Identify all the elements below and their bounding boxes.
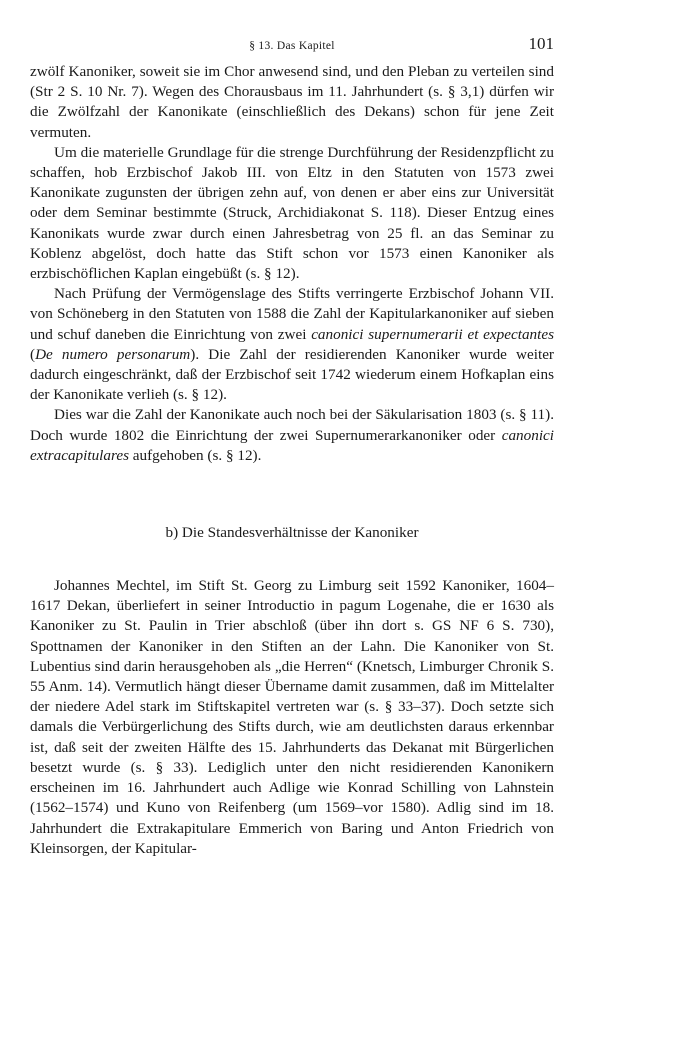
text-run: zwölf Kanoniker, soweit sie im Chor anwesend sind, und den Pleban zu verteilen sind (Str 2 S. 10 Nr. 7). Wegen des Chorausbaus im 11. Jahrhundert (s. § 3,1) dürfen wir die Zwölfzahl der Kanonikate (einschließlich des Dekans) schon für jene Zeit vermuten. [30, 63, 554, 141]
paragraph [30, 576, 554, 859]
section-b-body [30, 576, 554, 859]
text-run: Johannes Mechtel, im Stift St. Georg zu Limburg seit 1592 Kanoniker, 1604–1617 Dekan, überliefert in seiner Introductio in pagum Logenahe, die er 1630 als Kanoniker zu St. Paulin in Trier abschloß (über ihn dort s. GS NF 6 S. 730), Spottnamen der Kanoniker in den Stiften an der Lahn. Die Kanoniker von St. Lubentius sind darin herausgehoben als „die Herren“ (Knetsch, Limburger Chronik S. 55 Anm. 14). Vermutlich hängt dieser Übername damit zusammen, daß im Mittelalter der niedere Adel stark im Stiftskapitel vertreten war (s. § 33–37). Doch setzte sich damals die Verbürgerlichung des Stifts durch, wie am deutlichsten daraus erkennbar ist, daß seit der zweiten Hälfte des 15. Jahrhunderts das Dekanat mit Bürgerlichen besetzt wurde (s. § 33). Lediglich unter den nicht residierenden Kanonikern erscheinen im 16. Jahrhundert auch Adlige wie Konrad Schilling von Lahnstein (1562–1574) und Kuno von Reifenberg (um 1569–vor 1580). Adlig sind im 18. Jahrhundert die Extrakapitulare Emmerich von Baring und Anton Friedrich von Kleinsorgen, der Kapitular- [30, 577, 554, 857]
paragraph [30, 62, 554, 143]
text-run: ( [30, 345, 36, 363]
page-number: 101 [528, 34, 554, 53]
section-heading: b) Die Standesverhältnisse der Kanoniker [165, 524, 419, 542]
document-page [30, 34, 554, 859]
text-run: Um die materielle Grundlage für die strenge Durchführung der Residenzpflicht zu schaffen, hob Erzbischof Jakob III. von Eltz in den Statuten von 1573 zwei Kanonikate zugunsten der übrigen zehn auf, von denen er aber eins zur Universität oder dem Seminar bestimmte (Struck, Archidiakonat S. 118). Dieser Entzug eines Kanonikats wurde zwar durch einen Jahresbetrag von 25 fl. an das Seminar zu Koblenz abgelöst, doch hatte das Stift schon vor 1573 einen Kanoniker als erzbischöflichen Kaplan eingebüßt (s. § 12). [30, 143, 554, 283]
italic-text-run: De numero personarum [35, 345, 191, 363]
text-run: Dies war die Zahl der Kanonikate auch noch bei der Säkularisation 1803 (s. § 11). Doch wurde 1802 die Einrichtung der zwei Supernumerarkanoniker oder [30, 406, 554, 444]
italic-text-run: canonici supernumerarii et expectantes [311, 325, 555, 343]
paragraph [30, 143, 554, 284]
text-run: Nach Prüfung der Vermögenslage des Stifts verringerte Erzbischof Johann VII. von Schöneberg in den Statuten von 1588 die Zahl der Kapitularkanoniker auf sieben und schuf daneben die Einrichtung von zwei [30, 285, 554, 343]
paragraph [30, 405, 554, 466]
paragraph [30, 284, 554, 405]
text-run: ). Die Zahl der residierenden Kanoniker wurde weiter dadurch eingeschränkt, daß der Erzbischof seit 1742 wiederum einem Hofkaplan eins der Kanonikate verlieh (s. § 12). [30, 345, 554, 404]
running-head-title: § 13. Das Kapitel [249, 40, 335, 52]
running-head [30, 34, 554, 58]
section-a-body [30, 62, 554, 466]
italic-text-run: canonici extracapitulares [30, 426, 554, 464]
text-run: aufgehoben (s. § 12). [128, 446, 262, 464]
